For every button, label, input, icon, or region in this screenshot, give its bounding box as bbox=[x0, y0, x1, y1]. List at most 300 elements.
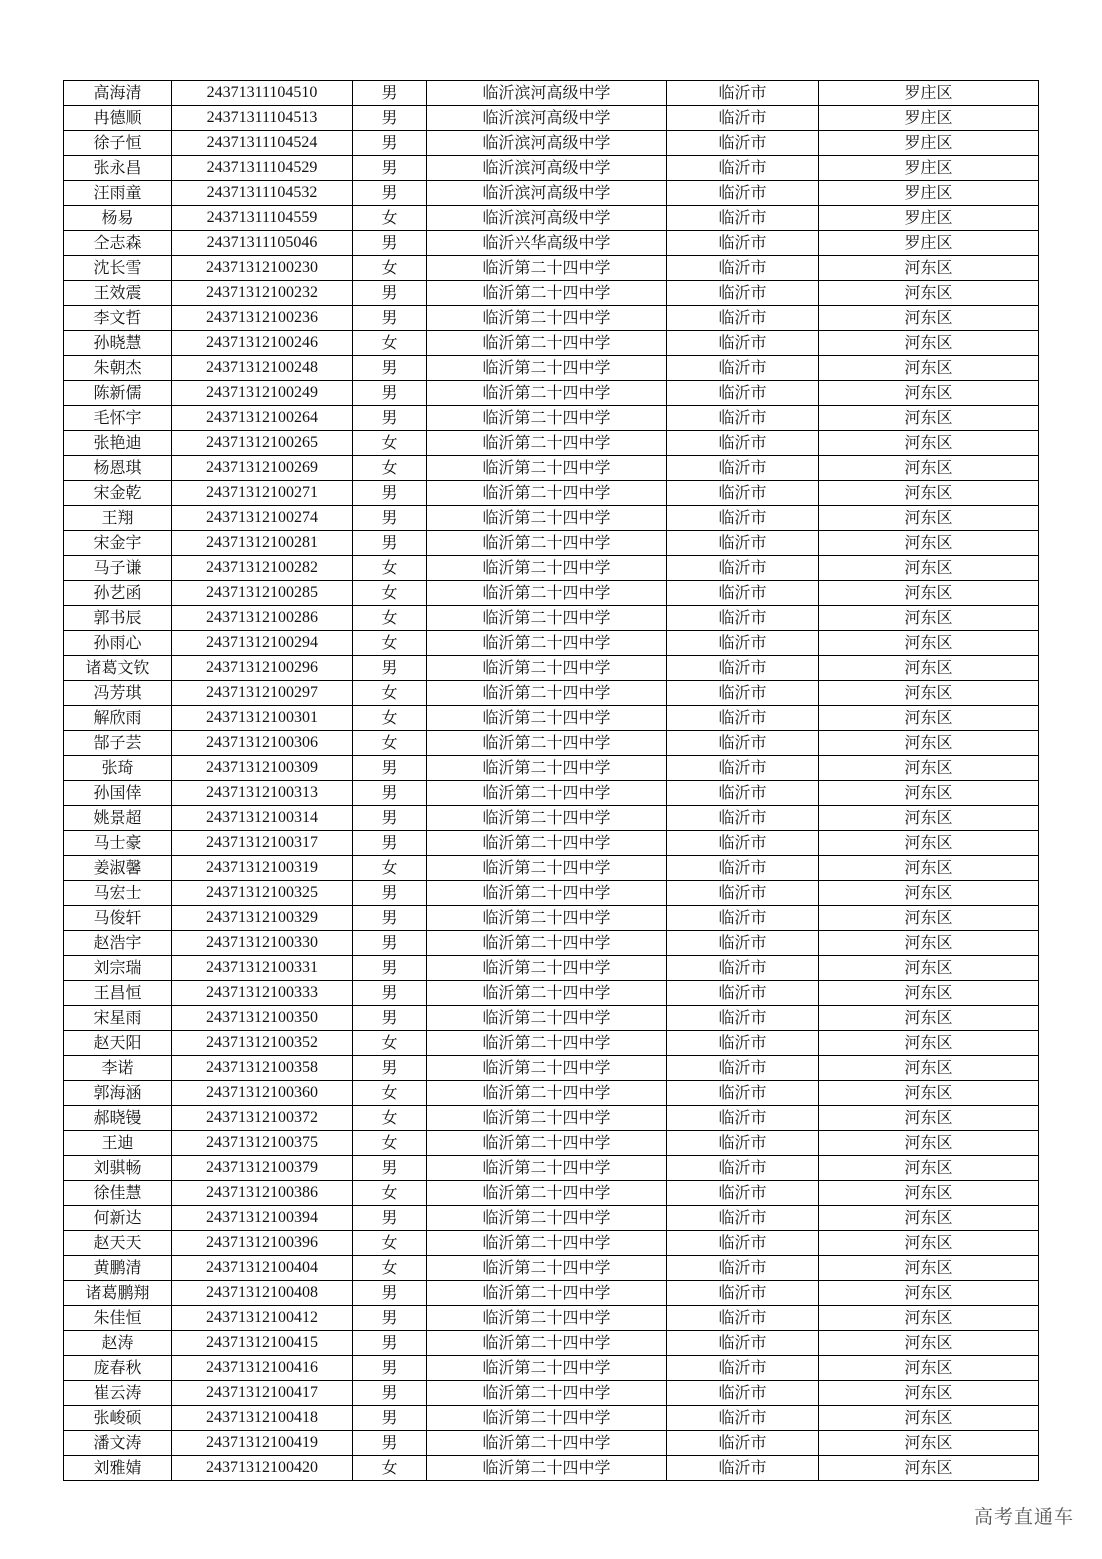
name-cell: 张艳迪 bbox=[64, 431, 172, 456]
name-cell: 张永昌 bbox=[64, 156, 172, 181]
district-cell: 河东区 bbox=[819, 1081, 1039, 1106]
gender-cell: 女 bbox=[353, 1256, 427, 1281]
school-cell: 临沂第二十四中学 bbox=[427, 1006, 667, 1031]
name-cell: 马俊轩 bbox=[64, 906, 172, 931]
city-cell: 临沂市 bbox=[667, 131, 819, 156]
district-cell: 河东区 bbox=[819, 431, 1039, 456]
table-row bbox=[64, 1181, 1039, 1206]
name-cell: 朱佳恒 bbox=[64, 1306, 172, 1331]
district-cell: 罗庄区 bbox=[819, 131, 1039, 156]
school-cell: 临沂滨河高级中学 bbox=[427, 156, 667, 181]
school-cell: 临沂第二十四中学 bbox=[427, 281, 667, 306]
district-cell: 河东区 bbox=[819, 1331, 1039, 1356]
city-cell: 临沂市 bbox=[667, 106, 819, 131]
name-cell: 李文哲 bbox=[64, 306, 172, 331]
exam-id-cell: 24371312100269 bbox=[172, 456, 353, 481]
table-row bbox=[64, 856, 1039, 881]
table-row bbox=[64, 881, 1039, 906]
name-cell: 姚景超 bbox=[64, 806, 172, 831]
table-row bbox=[64, 831, 1039, 856]
exam-id-cell: 24371312100329 bbox=[172, 906, 353, 931]
name-cell: 宋金乾 bbox=[64, 481, 172, 506]
school-cell: 临沂第二十四中学 bbox=[427, 1031, 667, 1056]
district-cell: 河东区 bbox=[819, 1256, 1039, 1281]
gender-cell: 男 bbox=[353, 806, 427, 831]
table-row bbox=[64, 806, 1039, 831]
exam-id-cell: 24371312100317 bbox=[172, 831, 353, 856]
exam-id-cell: 24371312100358 bbox=[172, 1056, 353, 1081]
district-cell: 河东区 bbox=[819, 956, 1039, 981]
table-row bbox=[64, 1156, 1039, 1181]
exam-id-cell: 24371311104524 bbox=[172, 131, 353, 156]
school-cell: 临沂第二十四中学 bbox=[427, 606, 667, 631]
table-row bbox=[64, 106, 1039, 131]
exam-id-cell: 24371312100236 bbox=[172, 306, 353, 331]
name-cell: 刘雅婧 bbox=[64, 1456, 172, 1481]
table-row bbox=[64, 1081, 1039, 1106]
gender-cell: 男 bbox=[353, 1331, 427, 1356]
school-cell: 临沂第二十四中学 bbox=[427, 856, 667, 881]
name-cell: 郜子芸 bbox=[64, 731, 172, 756]
city-cell: 临沂市 bbox=[667, 381, 819, 406]
city-cell: 临沂市 bbox=[667, 1331, 819, 1356]
name-cell: 赵天天 bbox=[64, 1231, 172, 1256]
gender-cell: 女 bbox=[353, 556, 427, 581]
school-cell: 临沂第二十四中学 bbox=[427, 1306, 667, 1331]
school-cell: 临沂第二十四中学 bbox=[427, 1381, 667, 1406]
exam-id-cell: 24371312100330 bbox=[172, 931, 353, 956]
name-cell: 张峻硕 bbox=[64, 1406, 172, 1431]
school-cell: 临沂第二十四中学 bbox=[427, 681, 667, 706]
city-cell: 临沂市 bbox=[667, 1206, 819, 1231]
city-cell: 临沂市 bbox=[667, 431, 819, 456]
gender-cell: 女 bbox=[353, 606, 427, 631]
gender-cell: 女 bbox=[353, 731, 427, 756]
gender-cell: 男 bbox=[353, 906, 427, 931]
school-cell: 临沂第二十四中学 bbox=[427, 706, 667, 731]
city-cell: 临沂市 bbox=[667, 556, 819, 581]
name-cell: 陈新儒 bbox=[64, 381, 172, 406]
city-cell: 临沂市 bbox=[667, 306, 819, 331]
gender-cell: 男 bbox=[353, 981, 427, 1006]
name-cell: 孙国倖 bbox=[64, 781, 172, 806]
district-cell: 河东区 bbox=[819, 756, 1039, 781]
name-cell: 郝晓镘 bbox=[64, 1106, 172, 1131]
name-cell: 马宏士 bbox=[64, 881, 172, 906]
table-row bbox=[64, 1056, 1039, 1081]
school-cell: 临沂第二十四中学 bbox=[427, 1406, 667, 1431]
district-cell: 河东区 bbox=[819, 856, 1039, 881]
district-cell: 罗庄区 bbox=[819, 156, 1039, 181]
exam-id-cell: 24371312100333 bbox=[172, 981, 353, 1006]
exam-id-cell: 24371312100264 bbox=[172, 406, 353, 431]
exam-id-cell: 24371312100306 bbox=[172, 731, 353, 756]
gender-cell: 男 bbox=[353, 1056, 427, 1081]
city-cell: 临沂市 bbox=[667, 1456, 819, 1481]
city-cell: 临沂市 bbox=[667, 206, 819, 231]
school-cell: 临沂第二十四中学 bbox=[427, 531, 667, 556]
school-cell: 临沂滨河高级中学 bbox=[427, 131, 667, 156]
gender-cell: 女 bbox=[353, 256, 427, 281]
school-cell: 临沂第二十四中学 bbox=[427, 956, 667, 981]
city-cell: 临沂市 bbox=[667, 156, 819, 181]
gender-cell: 男 bbox=[353, 406, 427, 431]
gender-cell: 女 bbox=[353, 1031, 427, 1056]
table-row bbox=[64, 431, 1039, 456]
city-cell: 临沂市 bbox=[667, 1056, 819, 1081]
table-row bbox=[64, 231, 1039, 256]
school-cell: 临沂第二十四中学 bbox=[427, 731, 667, 756]
city-cell: 临沂市 bbox=[667, 856, 819, 881]
exam-id-cell: 24371312100314 bbox=[172, 806, 353, 831]
gender-cell: 女 bbox=[353, 1081, 427, 1106]
name-cell: 潘文涛 bbox=[64, 1431, 172, 1456]
gender-cell: 男 bbox=[353, 531, 427, 556]
name-cell: 马士豪 bbox=[64, 831, 172, 856]
exam-id-cell: 24371312100281 bbox=[172, 531, 353, 556]
district-cell: 河东区 bbox=[819, 1381, 1039, 1406]
city-cell: 临沂市 bbox=[667, 656, 819, 681]
name-cell: 仝志森 bbox=[64, 231, 172, 256]
city-cell: 临沂市 bbox=[667, 631, 819, 656]
district-cell: 罗庄区 bbox=[819, 181, 1039, 206]
school-cell: 临沂第二十四中学 bbox=[427, 431, 667, 456]
city-cell: 临沂市 bbox=[667, 1106, 819, 1131]
gender-cell: 男 bbox=[353, 481, 427, 506]
school-cell: 临沂第二十四中学 bbox=[427, 656, 667, 681]
gender-cell: 男 bbox=[353, 381, 427, 406]
table-row bbox=[64, 981, 1039, 1006]
district-cell: 河东区 bbox=[819, 1006, 1039, 1031]
name-cell: 沈长雪 bbox=[64, 256, 172, 281]
gender-cell: 男 bbox=[353, 756, 427, 781]
name-cell: 孙雨心 bbox=[64, 631, 172, 656]
school-cell: 临沂第二十四中学 bbox=[427, 881, 667, 906]
table-row bbox=[64, 1206, 1039, 1231]
gender-cell: 男 bbox=[353, 506, 427, 531]
school-cell: 临沂第二十四中学 bbox=[427, 506, 667, 531]
name-cell: 郭海涵 bbox=[64, 1081, 172, 1106]
exam-id-cell: 24371312100415 bbox=[172, 1331, 353, 1356]
city-cell: 临沂市 bbox=[667, 1156, 819, 1181]
name-cell: 孙艺函 bbox=[64, 581, 172, 606]
city-cell: 临沂市 bbox=[667, 706, 819, 731]
city-cell: 临沂市 bbox=[667, 331, 819, 356]
exam-id-cell: 24371311104532 bbox=[172, 181, 353, 206]
school-cell: 临沂第二十四中学 bbox=[427, 1456, 667, 1481]
table-row bbox=[64, 1306, 1039, 1331]
city-cell: 临沂市 bbox=[667, 806, 819, 831]
table-row bbox=[64, 1281, 1039, 1306]
name-cell: 马子谦 bbox=[64, 556, 172, 581]
exam-id-cell: 24371312100394 bbox=[172, 1206, 353, 1231]
gender-cell: 男 bbox=[353, 781, 427, 806]
city-cell: 临沂市 bbox=[667, 506, 819, 531]
district-cell: 河东区 bbox=[819, 406, 1039, 431]
city-cell: 临沂市 bbox=[667, 781, 819, 806]
city-cell: 临沂市 bbox=[667, 731, 819, 756]
city-cell: 临沂市 bbox=[667, 1306, 819, 1331]
district-cell: 河东区 bbox=[819, 906, 1039, 931]
city-cell: 临沂市 bbox=[667, 231, 819, 256]
name-cell: 李诺 bbox=[64, 1056, 172, 1081]
exam-id-cell: 24371312100296 bbox=[172, 656, 353, 681]
table-row bbox=[64, 81, 1039, 106]
gender-cell: 男 bbox=[353, 1206, 427, 1231]
name-cell: 庞春秋 bbox=[64, 1356, 172, 1381]
city-cell: 临沂市 bbox=[667, 256, 819, 281]
name-cell: 冯芳琪 bbox=[64, 681, 172, 706]
exam-id-cell: 24371312100379 bbox=[172, 1156, 353, 1181]
exam-id-cell: 24371312100319 bbox=[172, 856, 353, 881]
exam-id-cell: 24371311104510 bbox=[172, 81, 353, 106]
school-cell: 临沂兴华高级中学 bbox=[427, 231, 667, 256]
city-cell: 临沂市 bbox=[667, 756, 819, 781]
table-row bbox=[64, 331, 1039, 356]
exam-id-cell: 24371312100301 bbox=[172, 706, 353, 731]
city-cell: 临沂市 bbox=[667, 881, 819, 906]
city-cell: 临沂市 bbox=[667, 1181, 819, 1206]
city-cell: 临沂市 bbox=[667, 281, 819, 306]
table-row bbox=[64, 731, 1039, 756]
gender-cell: 男 bbox=[353, 1356, 427, 1381]
gender-cell: 男 bbox=[353, 1156, 427, 1181]
gender-cell: 女 bbox=[353, 1456, 427, 1481]
city-cell: 临沂市 bbox=[667, 1256, 819, 1281]
city-cell: 临沂市 bbox=[667, 181, 819, 206]
gender-cell: 女 bbox=[353, 706, 427, 731]
district-cell: 河东区 bbox=[819, 806, 1039, 831]
gender-cell: 男 bbox=[353, 1381, 427, 1406]
gender-cell: 男 bbox=[353, 931, 427, 956]
gender-cell: 男 bbox=[353, 356, 427, 381]
city-cell: 临沂市 bbox=[667, 831, 819, 856]
name-cell: 汪雨童 bbox=[64, 181, 172, 206]
table-row bbox=[64, 956, 1039, 981]
district-cell: 河东区 bbox=[819, 731, 1039, 756]
school-cell: 临沂第二十四中学 bbox=[427, 1256, 667, 1281]
gender-cell: 女 bbox=[353, 1231, 427, 1256]
school-cell: 临沂第二十四中学 bbox=[427, 806, 667, 831]
table-row bbox=[64, 606, 1039, 631]
table-row bbox=[64, 556, 1039, 581]
city-cell: 临沂市 bbox=[667, 1356, 819, 1381]
city-cell: 临沂市 bbox=[667, 1081, 819, 1106]
table-row bbox=[64, 406, 1039, 431]
table-row bbox=[64, 306, 1039, 331]
exam-id-cell: 24371312100309 bbox=[172, 756, 353, 781]
city-cell: 临沂市 bbox=[667, 81, 819, 106]
table-row bbox=[64, 1406, 1039, 1431]
gender-cell: 女 bbox=[353, 206, 427, 231]
school-cell: 临沂第二十四中学 bbox=[427, 931, 667, 956]
gender-cell: 女 bbox=[353, 1181, 427, 1206]
name-cell: 王效震 bbox=[64, 281, 172, 306]
city-cell: 临沂市 bbox=[667, 1006, 819, 1031]
exam-id-cell: 24371312100416 bbox=[172, 1356, 353, 1381]
district-cell: 罗庄区 bbox=[819, 231, 1039, 256]
name-cell: 宋星雨 bbox=[64, 1006, 172, 1031]
gender-cell: 男 bbox=[353, 1406, 427, 1431]
school-cell: 临沂第二十四中学 bbox=[427, 331, 667, 356]
exam-id-cell: 24371312100419 bbox=[172, 1431, 353, 1456]
exam-id-cell: 24371312100230 bbox=[172, 256, 353, 281]
city-cell: 临沂市 bbox=[667, 456, 819, 481]
name-cell: 何新达 bbox=[64, 1206, 172, 1231]
exam-id-cell: 24371312100313 bbox=[172, 781, 353, 806]
district-cell: 河东区 bbox=[819, 506, 1039, 531]
district-cell: 河东区 bbox=[819, 581, 1039, 606]
district-cell: 河东区 bbox=[819, 606, 1039, 631]
district-cell: 河东区 bbox=[819, 1231, 1039, 1256]
exam-id-cell: 24371312100282 bbox=[172, 556, 353, 581]
gender-cell: 男 bbox=[353, 281, 427, 306]
name-cell: 赵浩宇 bbox=[64, 931, 172, 956]
gender-cell: 男 bbox=[353, 831, 427, 856]
exam-id-cell: 24371312100418 bbox=[172, 1406, 353, 1431]
exam-id-cell: 24371312100396 bbox=[172, 1231, 353, 1256]
city-cell: 临沂市 bbox=[667, 1381, 819, 1406]
gender-cell: 女 bbox=[353, 681, 427, 706]
gender-cell: 男 bbox=[353, 306, 427, 331]
exam-id-cell: 24371312100294 bbox=[172, 631, 353, 656]
school-cell: 临沂第二十四中学 bbox=[427, 1281, 667, 1306]
exam-id-cell: 24371312100232 bbox=[172, 281, 353, 306]
city-cell: 临沂市 bbox=[667, 906, 819, 931]
district-cell: 河东区 bbox=[819, 331, 1039, 356]
district-cell: 河东区 bbox=[819, 1156, 1039, 1181]
district-cell: 罗庄区 bbox=[819, 206, 1039, 231]
table-row bbox=[64, 156, 1039, 181]
district-cell: 河东区 bbox=[819, 356, 1039, 381]
name-cell: 徐子恒 bbox=[64, 131, 172, 156]
table-row bbox=[64, 1106, 1039, 1131]
name-cell: 王迪 bbox=[64, 1131, 172, 1156]
name-cell: 杨恩琪 bbox=[64, 456, 172, 481]
exam-id-cell: 24371312100271 bbox=[172, 481, 353, 506]
exam-id-cell: 24371312100352 bbox=[172, 1031, 353, 1056]
name-cell: 赵涛 bbox=[64, 1331, 172, 1356]
school-cell: 临沂滨河高级中学 bbox=[427, 81, 667, 106]
city-cell: 临沂市 bbox=[667, 1231, 819, 1256]
table-row bbox=[64, 131, 1039, 156]
name-cell: 郭书辰 bbox=[64, 606, 172, 631]
district-cell: 河东区 bbox=[819, 456, 1039, 481]
city-cell: 临沂市 bbox=[667, 406, 819, 431]
table-row bbox=[64, 781, 1039, 806]
watermark-text: 高考直通车 bbox=[973, 1506, 1074, 1528]
district-cell: 河东区 bbox=[819, 1456, 1039, 1481]
gender-cell: 女 bbox=[353, 856, 427, 881]
name-cell: 冉德顺 bbox=[64, 106, 172, 131]
exam-id-cell: 24371312100246 bbox=[172, 331, 353, 356]
district-cell: 河东区 bbox=[819, 1106, 1039, 1131]
district-cell: 河东区 bbox=[819, 1206, 1039, 1231]
school-cell: 临沂第二十四中学 bbox=[427, 1181, 667, 1206]
exam-id-cell: 24371312100274 bbox=[172, 506, 353, 531]
gender-cell: 女 bbox=[353, 581, 427, 606]
district-cell: 河东区 bbox=[819, 631, 1039, 656]
district-cell: 河东区 bbox=[819, 1181, 1039, 1206]
city-cell: 临沂市 bbox=[667, 1031, 819, 1056]
table-row bbox=[64, 456, 1039, 481]
school-cell: 临沂滨河高级中学 bbox=[427, 206, 667, 231]
exam-id-cell: 24371312100412 bbox=[172, 1306, 353, 1331]
school-cell: 临沂第二十四中学 bbox=[427, 981, 667, 1006]
exam-id-cell: 24371312100372 bbox=[172, 1106, 353, 1131]
table-row bbox=[64, 1381, 1039, 1406]
table-row bbox=[64, 256, 1039, 281]
school-cell: 临沂第二十四中学 bbox=[427, 306, 667, 331]
exam-id-cell: 24371312100404 bbox=[172, 1256, 353, 1281]
exam-id-cell: 24371311105046 bbox=[172, 231, 353, 256]
district-cell: 河东区 bbox=[819, 881, 1039, 906]
gender-cell: 女 bbox=[353, 1131, 427, 1156]
school-cell: 临沂第二十四中学 bbox=[427, 1431, 667, 1456]
name-cell: 刘宗瑞 bbox=[64, 956, 172, 981]
name-cell: 高海清 bbox=[64, 81, 172, 106]
school-cell: 临沂第二十四中学 bbox=[427, 781, 667, 806]
gender-cell: 男 bbox=[353, 1306, 427, 1331]
city-cell: 临沂市 bbox=[667, 956, 819, 981]
district-cell: 河东区 bbox=[819, 1131, 1039, 1156]
school-cell: 临沂第二十四中学 bbox=[427, 556, 667, 581]
city-cell: 临沂市 bbox=[667, 981, 819, 1006]
table-row bbox=[64, 706, 1039, 731]
gender-cell: 男 bbox=[353, 181, 427, 206]
exam-id-cell: 24371312100331 bbox=[172, 956, 353, 981]
gender-cell: 男 bbox=[353, 1281, 427, 1306]
name-cell: 黄鹏清 bbox=[64, 1256, 172, 1281]
table-row bbox=[64, 906, 1039, 931]
school-cell: 临沂滨河高级中学 bbox=[427, 106, 667, 131]
school-cell: 临沂第二十四中学 bbox=[427, 256, 667, 281]
city-cell: 临沂市 bbox=[667, 1281, 819, 1306]
table-row bbox=[64, 181, 1039, 206]
exam-id-cell: 24371312100249 bbox=[172, 381, 353, 406]
exam-id-cell: 24371311104529 bbox=[172, 156, 353, 181]
district-cell: 河东区 bbox=[819, 831, 1039, 856]
name-cell: 崔云涛 bbox=[64, 1381, 172, 1406]
exam-id-cell: 24371312100248 bbox=[172, 356, 353, 381]
school-cell: 临沂第二十四中学 bbox=[427, 456, 667, 481]
exam-id-cell: 24371312100325 bbox=[172, 881, 353, 906]
table-row bbox=[64, 281, 1039, 306]
city-cell: 临沂市 bbox=[667, 681, 819, 706]
table-row bbox=[64, 581, 1039, 606]
table-row bbox=[64, 1231, 1039, 1256]
school-cell: 临沂第二十四中学 bbox=[427, 1231, 667, 1256]
gender-cell: 女 bbox=[353, 1106, 427, 1131]
gender-cell: 女 bbox=[353, 331, 427, 356]
district-cell: 河东区 bbox=[819, 656, 1039, 681]
gender-cell: 男 bbox=[353, 131, 427, 156]
gender-cell: 男 bbox=[353, 231, 427, 256]
school-cell: 临沂第二十四中学 bbox=[427, 1131, 667, 1156]
district-cell: 河东区 bbox=[819, 1356, 1039, 1381]
exam-id-cell: 24371312100285 bbox=[172, 581, 353, 606]
gender-cell: 男 bbox=[353, 81, 427, 106]
school-cell: 临沂第二十四中学 bbox=[427, 1356, 667, 1381]
name-cell: 毛怀宇 bbox=[64, 406, 172, 431]
table-row bbox=[64, 1256, 1039, 1281]
table-row bbox=[64, 1356, 1039, 1381]
district-cell: 罗庄区 bbox=[819, 81, 1039, 106]
school-cell: 临沂第二十四中学 bbox=[427, 1156, 667, 1181]
gender-cell: 男 bbox=[353, 1006, 427, 1031]
name-cell: 朱朝杰 bbox=[64, 356, 172, 381]
district-cell: 河东区 bbox=[819, 281, 1039, 306]
